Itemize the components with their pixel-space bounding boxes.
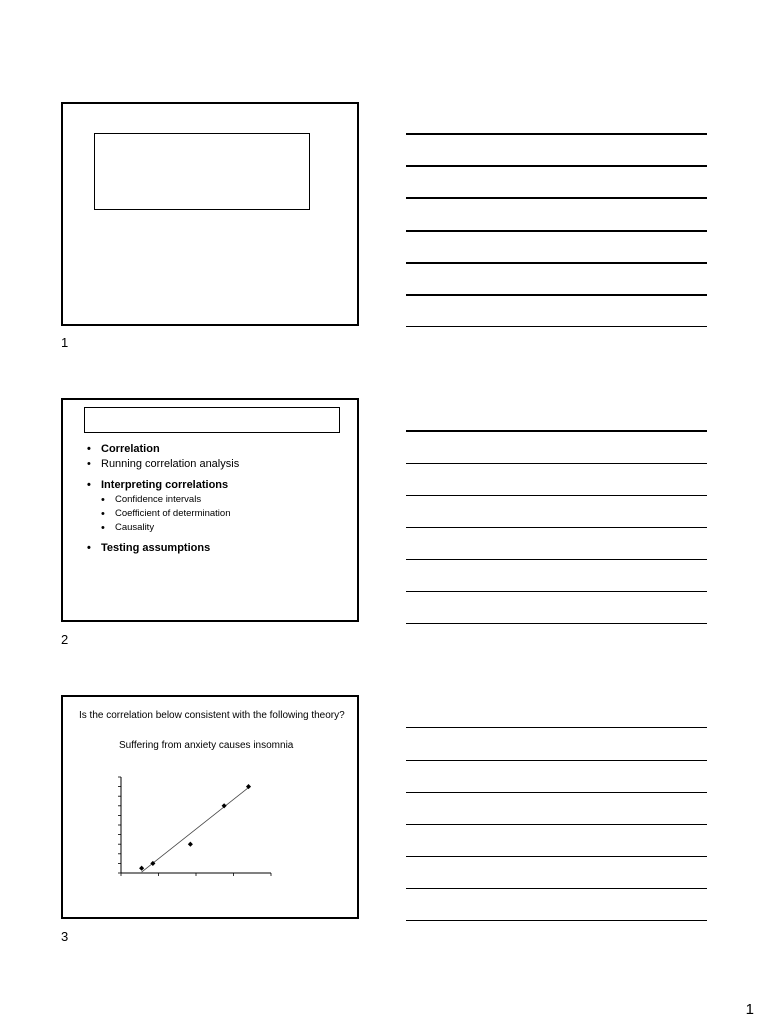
sub-bullet-confidence-intervals: • Confidence intervals <box>101 493 347 507</box>
data-point <box>246 784 251 789</box>
note-line <box>406 197 707 199</box>
sub-bullet-causality: • Causality <box>101 521 347 535</box>
note-line <box>406 463 707 464</box>
slide-2-number: 2 <box>61 632 69 647</box>
slide-2-bullet-list <box>87 442 347 556</box>
page-number: 1 <box>745 1001 754 1018</box>
note-line <box>406 133 707 135</box>
sub-bullet-coefficient-of-determination: • Coefficient of determination <box>101 507 347 521</box>
slide-2-title-placeholder <box>84 407 340 433</box>
trend-line <box>142 788 249 872</box>
note-line <box>406 230 707 232</box>
note-line <box>406 727 707 728</box>
bullet-testing-assumptions: • Testing assumptions <box>87 541 347 556</box>
note-line <box>406 591 707 592</box>
note-line <box>406 856 707 857</box>
slide-3-theory: Suffering from anxiety causes insomnia <box>119 740 294 751</box>
note-line <box>406 165 707 167</box>
note-line <box>406 623 707 624</box>
slide-3-number: 3 <box>61 929 69 944</box>
note-line <box>406 559 707 560</box>
scatter-chart <box>117 773 277 883</box>
note-line <box>406 527 707 528</box>
slide-3-question: Is the correlation below consistent with the following theory? <box>79 710 345 721</box>
note-line <box>406 294 707 296</box>
bullet-interpreting-correlations: • Interpreting correlations <box>87 478 347 493</box>
data-point <box>139 866 144 871</box>
slide-2 <box>61 398 359 622</box>
note-line <box>406 824 707 825</box>
bullet-correlation: • Correlation <box>87 442 347 457</box>
note-line <box>406 495 707 496</box>
note-line <box>406 888 707 889</box>
slide-1-title-placeholder <box>94 133 310 210</box>
data-point <box>188 842 193 847</box>
bullet-running-correlation: • Running correlation analysis <box>87 457 347 472</box>
data-point <box>222 803 227 808</box>
slide-1-number: 1 <box>61 335 69 350</box>
note-line <box>406 920 707 921</box>
note-line <box>406 262 707 264</box>
note-line <box>406 760 707 761</box>
note-line <box>406 326 707 327</box>
note-line <box>406 792 707 793</box>
slide-3 <box>61 695 359 919</box>
slide-1 <box>61 102 359 326</box>
note-line <box>406 430 707 432</box>
